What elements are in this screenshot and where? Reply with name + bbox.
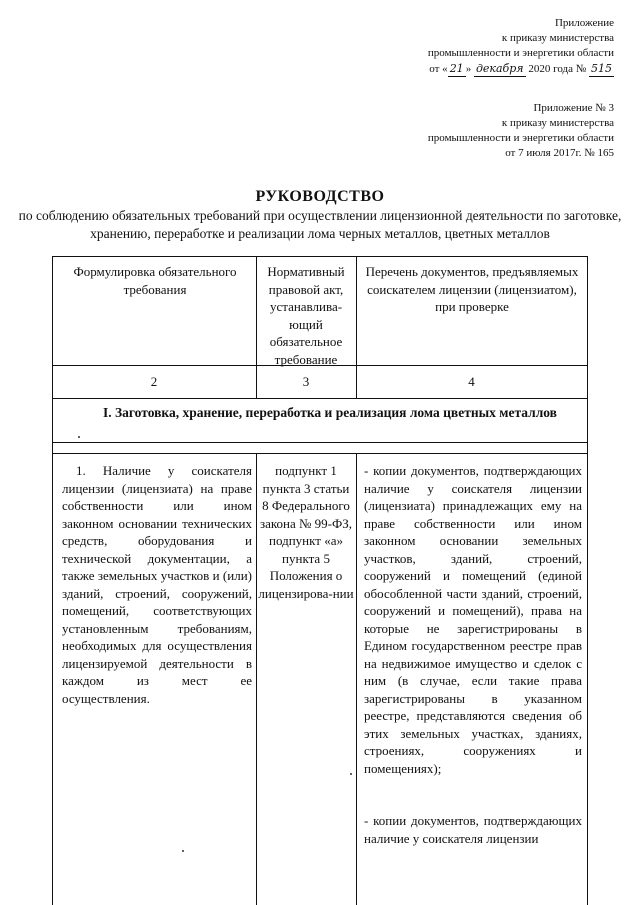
appendix-label: Приложение [554,17,614,29]
requirement-text: 1. Наличие у соискателя лицензии (лицензиата) на праве собственности или ином законном основании технических средств, оборудования и технической документации, а также земельных участков и (или) зданий, строений, сооружений, помещений, соответствующих установленным требованиям, необходимых для осуществления лицензируемой деятельности в каждом из мест ее осуществления. [62,463,252,706]
handwritten-day: 21 [449,62,464,75]
table-column-divider [256,453,257,905]
order-reference: к приказу министерства [501,32,614,44]
column-number-2: 2 [150,374,158,389]
table-row-divider [52,453,587,454]
scan-speck [350,773,352,775]
table-row-divider [52,442,587,443]
legal-act-text: подпункт 1 пункта 3 статьи 8 Федерального закона № 99-ФЗ, подпункт «а» пункта 5 Положения о лицензирова-нии [258,463,354,601]
appendix-label: Приложение № 3 [533,102,614,114]
table-border-left [52,256,53,905]
ministry-name: промышленности и энергетики области [427,132,614,144]
table-column-divider [356,453,357,905]
document-title: РУКОВОДСТВО [255,188,385,205]
appendix-header-original [428,101,614,161]
documents-text-continued: - копии документов, подтверждающих наличие у соискателя лицензии [364,813,582,846]
handwritten-order-number: 515 [591,62,612,75]
table-row-divider [52,398,587,399]
documents-text: - копии документов, подтверждающих наличие у соискателя лицензии (лицензиата) принадлежащих ему на праве собственности или ином законном основании земельных участков, зданий, строений, сооружений и помещений (единой обособленной части зданий, строений, сооружений и помещений), права на которые не зарегистрированы в Едином государственном реестре прав на недвижимое имущество и сделок с ним (в случае, если такие права зарегистрированы в указанном реестре, представляются сведения об этих земельных участках, зданиях, строениях, сооружениях и помещениях); [364,463,582,776]
handwritten-month: декабря [475,62,524,75]
section-title: I. Заготовка, хранение, переработка и реализация лома цветных металлов [103,405,557,420]
header-requirement: Формулировка обязательного требования [73,264,237,297]
header-legal-act: Нормативный правовой акт, устанавлива-ющий обязательное требование [267,264,345,367]
header-documents: Перечень документов, предъявляемых соискателем лицензии (лицензиатом), при проверке [365,264,579,314]
column-number-4: 4 [468,374,475,389]
ministry-name: промышленности и энергетики области [427,47,614,59]
document-subtitle: по соблюдению обязательных требований при осуществлении лицензионной деятельности по заготовке, хранению, переработке и реализации лома черных металлов, цветных металлов [18,208,622,241]
scan-speck [78,436,80,438]
order-date-line: от 7 июля 2017г. № 165 [505,147,614,159]
column-number-3: 3 [302,374,310,389]
order-reference: к приказу министерства [501,117,614,129]
appendix-header-current [428,16,614,77]
scan-speck [182,850,184,852]
table-border-right [587,256,588,905]
table-border-top [52,256,587,257]
order-date-line: от « 21 » декабря 2020 года № 515 [429,62,612,75]
